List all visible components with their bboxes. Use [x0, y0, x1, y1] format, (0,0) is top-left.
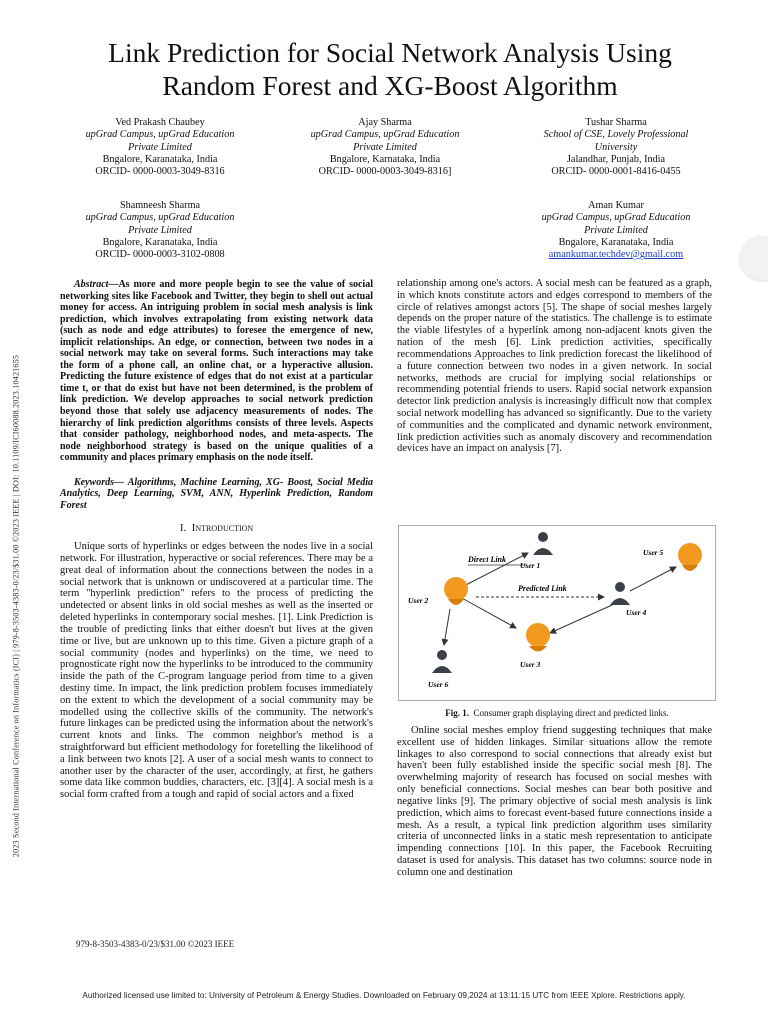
author-location: Bngalore, Karanataka, India — [102, 153, 218, 165]
right-paragraph-1: relationship among one's actors. A social mesh can be featured as a graph, in which knots constitute actors and edges correspond to members of the circle of relatives amongst actors [5]. The shape of social meshes largely depends on the proper nature of the statistics. The challenge is to estimate the viable lifestyles of a hyperlink among non-adjacent knots given the nation of the mesh [6]. Link prediction activities, specifically recommendations Approaches to link prediction forecast the likelihood of a future connection between two nodes in a given network. In social networks, methods are crucial for implying social relationships or recommending potential friends to users. Rapid social network expansion detector link prediction analysis is increasingly difficult now that complex social network modelling has advanced so significantly. Due to the variety of communities and the complicated and dynamic network environment, link prediction activities such as anomaly discovery and recommendation devices have an impact on analysis [7]. — [397, 278, 712, 455]
user-3-label: User 3 — [520, 660, 541, 669]
predicted-link-label: Predicted Link — [518, 584, 567, 593]
author-name: Shamneesh Sharma — [119, 200, 201, 211]
figure-border — [399, 526, 716, 701]
author-affiliation-2: Private Limited — [353, 141, 417, 153]
user-4-label: User 4 — [626, 608, 647, 617]
author-location: Bngalore, Karanataka, India — [558, 236, 674, 248]
author-affiliation: upGrad Campus, upGrad Education — [541, 212, 691, 224]
title-line-2: Random Forest and XG-Boost Algorithm — [162, 70, 618, 101]
paper-title — [40, 36, 740, 102]
section-number: I. — [179, 522, 187, 535]
author-block-3 — [516, 117, 716, 178]
author-orcid: ORCID- 0000-0003-3102-0808 — [95, 249, 225, 261]
author-affiliation: upGrad Campus, upGrad Education — [85, 129, 235, 141]
keywords-label: Keywords — [74, 476, 114, 488]
author-block-4 — [60, 200, 260, 261]
right-column-top — [397, 278, 712, 455]
author-affiliation: School of CSE, Lovely Professional — [543, 129, 689, 141]
author-location: Jalandhar, Punjab, India — [566, 153, 666, 165]
author-orcid: ORCID- 0000-0003-3049-8316] — [318, 166, 452, 178]
figure-1 — [398, 525, 716, 701]
author-orcid: ORCID- 0000-0001-8416-0455 — [551, 166, 681, 178]
caption-label: Fig. 1. — [445, 708, 470, 718]
intro-paragraph: Unique sorts of hyperlinks or edges between the nodes live in a social network. For illustration, hyperactive or social references. There may be a great deal of information about the connections between the nodes in a social network that is unknown or undiscovered at a particular time. The term "hyperlink prediction" refers to the process of predicting the undetected or absent links in old social meshes as well as the inserted or deleted hyperlinks in contemporary social meshes. [1]. Link Prediction is the trouble of predicting links that either doesn't but lives at the given time or live, but are unknown up to this time. Given a picture graph of a social community (nodes and hyperlinks) on the time, we need to prognosticate right now the hyperlinks to be introduced to the community inside the path of the C-program language period from time to a given destiny time. In impact, the link prediction problem focuses immediately on the extent to which the development of a social community may be modelled using the collective skills of the community. The network's future linkages can be predicted using the information about the network's current knots and links. The common neighbor's method is a straightforward but efficient methodology for foretelling the likelihood of a link between two knots [2]. A user of a social mesh wants to connect to another user by the character of the user, accordingly, at first, he gathers some data like common buddies, characters, etc. [3][4]. A social mesh is a social form crafted from a tough and rapid of social actors and a fixed — [60, 541, 373, 801]
abstract-label: Abstract — [74, 279, 109, 290]
author-name: Ajay Sharma — [358, 117, 412, 128]
author-location: Bngalore, Karnataka, India — [329, 153, 441, 165]
author-email-link[interactable]: amankumar.techdev@gmail.com — [548, 249, 684, 261]
author-block-1 — [60, 117, 260, 178]
left-column — [60, 279, 373, 801]
author-affiliation: upGrad Campus, upGrad Education — [310, 129, 460, 141]
section-heading — [60, 523, 373, 535]
title-line-1: Link Prediction for Social Network Analysis Using — [108, 37, 672, 68]
figure-caption — [398, 708, 716, 718]
side-conference-note — [6, 226, 26, 986]
user-2-label: User 2 — [408, 596, 429, 605]
author-affiliation-2: Private Limited — [584, 224, 648, 236]
author-name: Tushar Sharma — [585, 117, 647, 128]
author-name: Aman Kumar — [588, 200, 644, 211]
keywords — [60, 477, 373, 512]
footer-copyright: 979-8-3503-4383-0/23/$31.00 ©2023 IEEE — [76, 939, 235, 949]
right-paragraph-2: Online social meshes employ friend suggesting techniques that make excellent use of hidden linkages. Similar situations allow the remote linkages to also correspond to social connections that already exist but haven't been fully established inside the specific social mesh [8]. The overwhelming majority of research has focused on social meshes with only beneficial connections. Social meshes can bear both positive and negative links [9]. The primary objective of social mesh analysis is link prediction, which aims to forecast event-based future connections inside a mesh. As a result, a typical link prediction algorithm uses similarity criteria of unconnected links in a static mesh representation to anticipate impending connections [10]. In this paper, the Facebook Recruiting dataset is used for analysis. This dataset has two columns: source node in column one and destination — [397, 725, 712, 878]
author-block-2 — [285, 117, 485, 178]
caption-text: Consumer graph displaying direct and predicted links. — [473, 708, 669, 718]
abstract — [60, 279, 373, 464]
direct-link-label: Direct Link — [468, 555, 506, 564]
license-footer: Authorized licensed use limited to: University of Petroleum & Energy Studies. Downloaded on February 09,2024 at 13:11:15 UTC from IEEE Xplore. Restrictions apply. — [82, 991, 686, 1000]
author-name: Ved Prakash Chaubey — [115, 117, 205, 128]
author-block-5 — [516, 200, 716, 261]
user-5-label: User 5 — [643, 548, 664, 557]
section-title: Introduction — [191, 522, 254, 535]
side-note-text: 2023 Second International Conference on Informatics (ICI) | 979-8-3503-4383-0/23/$31.00 ©2023 IEEE | DOI: 10.1109/ICI60088.2023.10421655 — [11, 354, 21, 858]
keywords-text: — Algorithms, Machine Learning, XG- Boost, Social Media Analytics, Deep Learning, SVM, ANN, Hyperlink Prediction, Random Forest — [60, 476, 373, 511]
author-affiliation-2: University — [594, 141, 638, 153]
author-location: Bngalore, Karanataka, India — [102, 236, 218, 248]
user-6-label: User 6 — [428, 680, 449, 689]
author-affiliation-2: Private Limited — [128, 141, 192, 153]
author-orcid: ORCID- 0000-0003-3049-8316 — [95, 166, 225, 178]
abstract-text: —As more and more people begin to see the value of social networking sites like Facebook and Twitter, they begin to shell out actual money for access. An intriguing problem in social mesh analysis is link prediction, which involves extrapolating from existing network data (such as node and edge attributes) to foresee the emergence of new, implicit relationships. An edge, or connection, between two nodes in a social network may take on several forms. Such interactions may take the form of a phone call, an online chat, or a hyperactive allusion. Predicting the future existence of edges that do not exist at a particular time t, or that do exist but have not been determined, is the problem of link prediction. We develop approaches to social network prediction beyond those that solely use adjacency measurements of nodes. The hierarchy of link prediction algorithms consists of three levels. Aspects that consider pathology, neighborhood nodes, and meta-aspects. The node neighborhood strategy is based on the unique qualities of a community and places primary emphasis on the node itself. — [60, 279, 373, 464]
author-affiliation: upGrad Campus, upGrad Education — [85, 212, 235, 224]
scroll-handle[interactable] — [740, 236, 768, 280]
user-1-label: User 1 — [520, 561, 541, 570]
network-diagram — [398, 525, 716, 701]
author-affiliation-2: Private Limited — [128, 224, 192, 236]
